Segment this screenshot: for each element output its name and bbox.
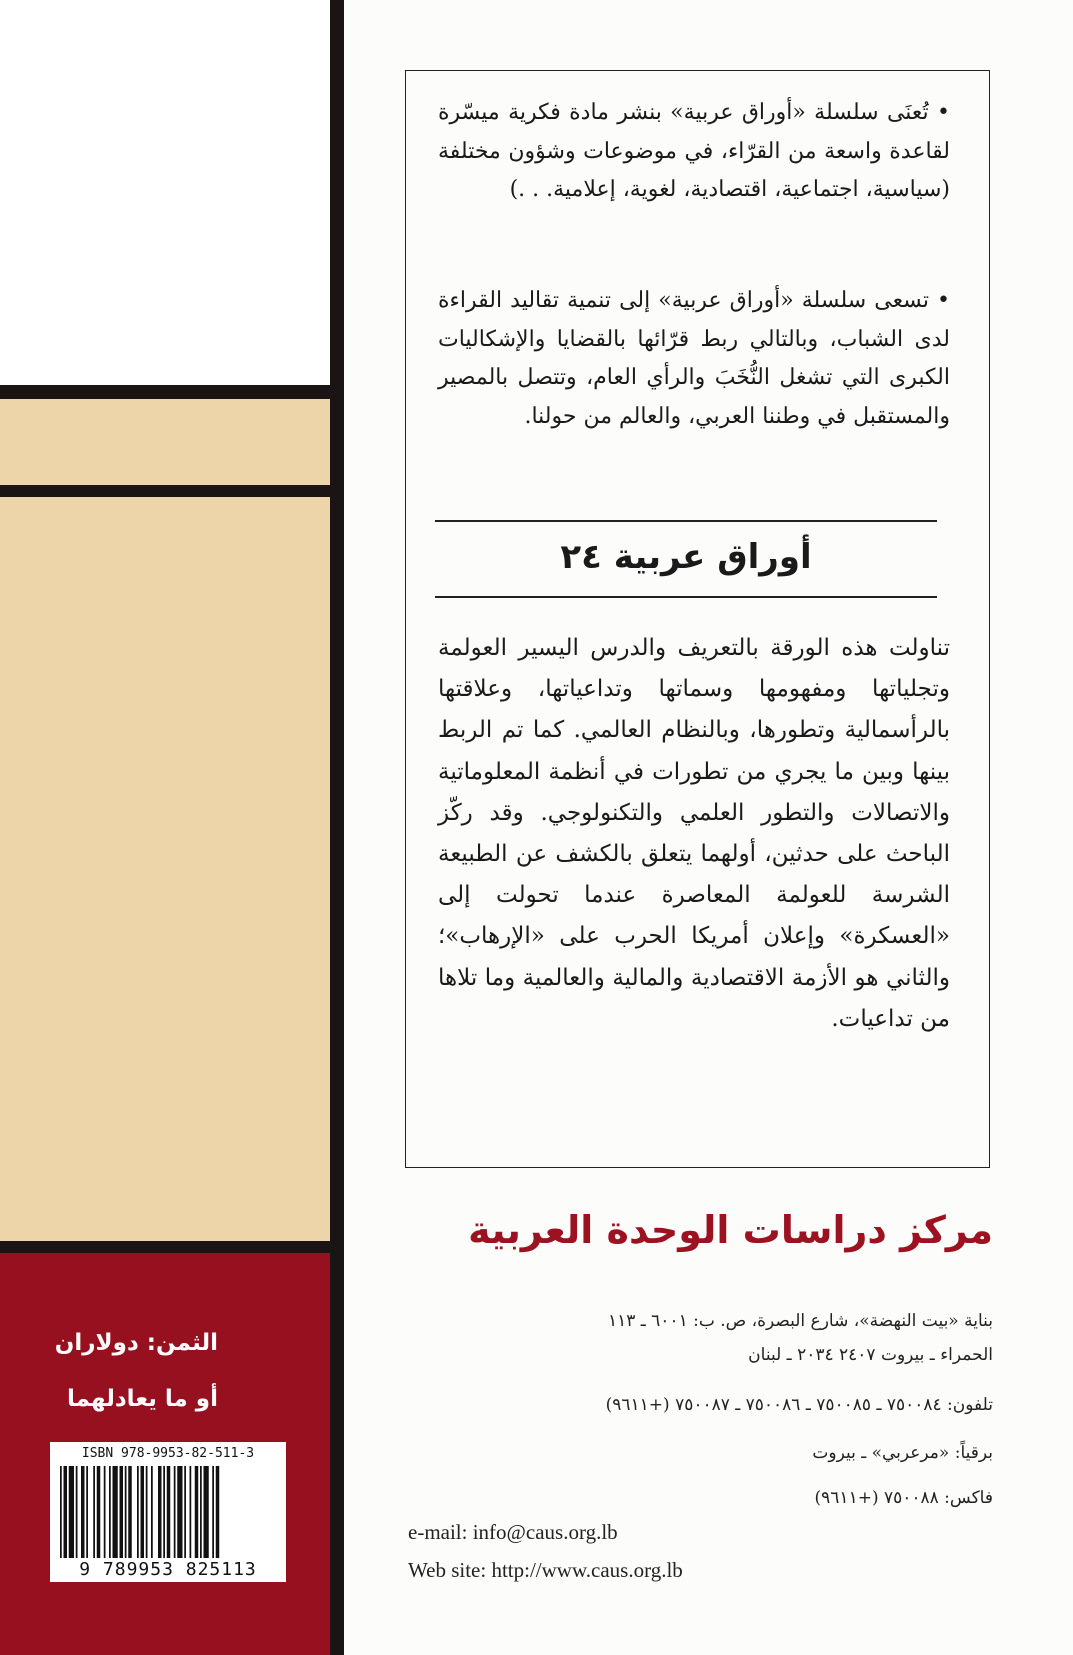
- tan-panel-upper: [0, 399, 330, 485]
- barcode-bar: [120, 1466, 124, 1558]
- barcode-bar: [195, 1466, 199, 1558]
- barcode-bar: [204, 1466, 209, 1558]
- barcode-bar: [93, 1466, 95, 1558]
- barcode-bar: [216, 1466, 220, 1558]
- barcode-bar: [177, 1466, 182, 1558]
- barcode-bar: [104, 1466, 106, 1558]
- barcode-bar: [60, 1466, 62, 1558]
- email-line: e-mail: info@caus.org.lb: [408, 1520, 618, 1544]
- dark-band-middle: [0, 485, 330, 497]
- isbn-text: ISBN 978-9953-82-511-3: [81, 1446, 255, 1461]
- barcode-bar: [163, 1466, 165, 1558]
- address-line-1: بناية «بيت النهضة»، شارع البصرة، ص. ب: ٦٠٠١ ـ ١١٣: [607, 1311, 993, 1331]
- barcode-bar: [97, 1466, 101, 1558]
- fax-line: فاكس: ٧٥٠٠٨٨ (+٩٦١١): [814, 1488, 993, 1508]
- barcode: [50, 1442, 286, 1582]
- barcode-bar: [174, 1466, 176, 1558]
- barcode-bar: [146, 1466, 148, 1558]
- publisher-name: مركز دراسات الوحدة العربية: [468, 1208, 993, 1252]
- divider-bottom: [435, 596, 937, 598]
- cable-line: برقياً: «مرعربي» ـ بيروت: [812, 1443, 993, 1463]
- intro-paragraph-1: • تُعنَى سلسلة «أوراق عربية» بنشر مادة فكرية ميسّرة لقاعدة واسعة من القرّاء، في موضوعات وشؤون مختلفة (سياسية، اجتماعية، اقتصادية، لغوية، إعلامية. . .): [438, 100, 950, 202]
- barcode-bar: [212, 1466, 214, 1558]
- left-panel-white: [0, 0, 330, 385]
- website-line: Web site: http://www.caus.org.lb: [408, 1558, 683, 1582]
- barcode-bar: [76, 1466, 78, 1558]
- series-title: أوراق عربية ٢٤: [560, 537, 812, 577]
- tan-panel-lower: [0, 497, 330, 1241]
- barcode-bar: [81, 1466, 85, 1558]
- intro-paragraph-2: • تسعى سلسلة «أوراق عربية» إلى تنمية تقاليد القراءة لدى الشباب، وبالتالي ربط قرّائها بالقضايا والإشكاليات الكبرى التي تشغل النُّخَبَ والرأي العام، وتتصل بالمصير والمستقبل في وطننا العربي، والعالم من حولنا.: [438, 288, 950, 429]
- barcode-bars: [60, 1466, 276, 1558]
- spine-bar: [330, 0, 344, 1655]
- barcode-bar: [200, 1466, 202, 1558]
- address-line-2: الحمراء ـ بيروت ٢٤٠٧ ٢٠٣٤ ـ لبنان: [748, 1345, 993, 1365]
- divider-top: [435, 520, 937, 522]
- barcode-bar: [137, 1466, 139, 1558]
- barcode-bar: [113, 1466, 118, 1558]
- price-label: الثمن: دولاران: [54, 1330, 218, 1356]
- price-equivalent: أو ما يعادلهما: [66, 1386, 218, 1412]
- barcode-bar: [125, 1466, 127, 1558]
- barcode-bar: [128, 1466, 132, 1558]
- phone-line: تلفون: ٧٥٠٠٨٤ ـ ٧٥٠٠٨٥ ـ ٧٥٠٠٨٦ ـ ٧٥٠٠٨٧ (+٩٦١١): [605, 1395, 993, 1415]
- barcode-bar: [86, 1466, 88, 1558]
- dark-band-top: [0, 385, 330, 399]
- barcode-bar: [167, 1466, 171, 1558]
- barcode-bar: [184, 1466, 186, 1558]
- barcode-bar: [69, 1466, 74, 1558]
- barcode-bar: [64, 1466, 68, 1558]
- barcode-digits: 9 789953 825113: [79, 1559, 257, 1580]
- barcode-bar: [151, 1466, 153, 1558]
- dark-band-bottom: [0, 1241, 330, 1253]
- barcode-bar: [109, 1466, 111, 1558]
- barcode-bar: [141, 1466, 145, 1558]
- barcode-bar: [190, 1466, 192, 1558]
- abstract-text: تناولت هذه الورقة بالتعريف والدرس اليسير العولمة وتجلياتها ومفهومها وسماتها وتداعياتها، وعلاقتها بالرأسمالية وتطورها، وبالنظام العالمي. كما تم الربط بينها وبين ما يجري من تطورات في أنظمة المعلوماتية والاتصالات والتطور العلمي والتكنولوجي. وقد ركّز الباحث على حدثين، أولهما يتعلق بالكشف عن الطبيعة الشرسة للعولمة المعاصرة عندما تحولت إلى «العسكرة» وإعلان أمريكا الحرب على «الإرهاب»؛ والثاني هو الأزمة الاقتصادية والمالية والعالمية وما تلاها من تداعيات.: [438, 635, 950, 1032]
- barcode-bar: [158, 1466, 162, 1558]
